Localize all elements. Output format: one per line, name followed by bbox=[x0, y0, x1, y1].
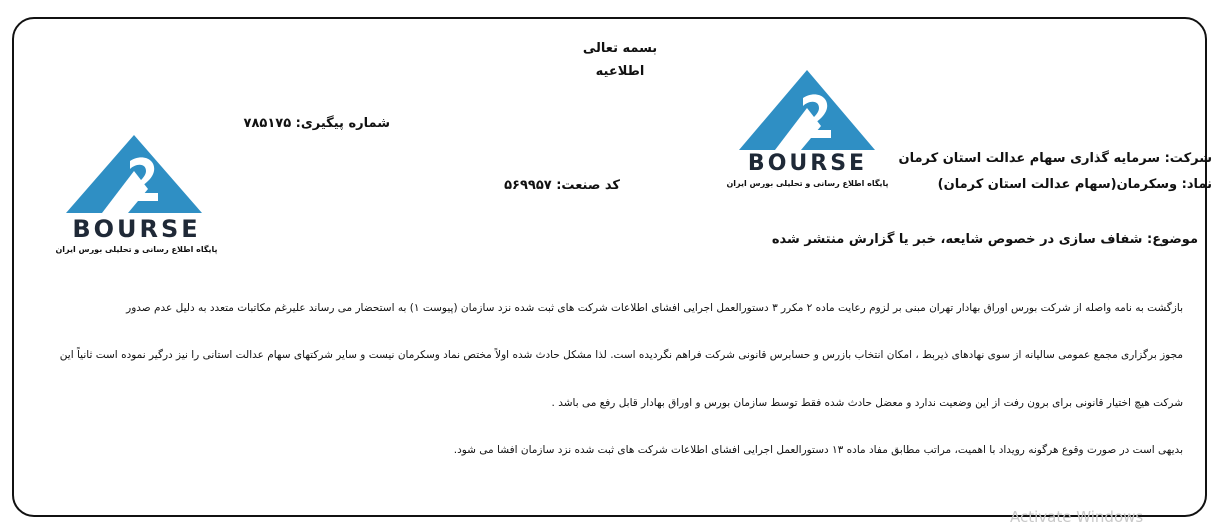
bourse-triangle-icon bbox=[705, 68, 910, 160]
bourse-logo-left bbox=[34, 133, 239, 260]
industry-code-value: ۵۶۹۹۵۷ bbox=[504, 178, 552, 193]
industry-code-label: کد صنعت: bbox=[556, 178, 620, 193]
tracking-number bbox=[240, 116, 390, 131]
bourse-logo-center bbox=[705, 68, 910, 193]
tracking-value: ۷۸۵۱۷۵ bbox=[243, 116, 292, 131]
body-line-3: شرکت هیچ اختیار قانونی برای برون رفت از این وضعیت ندارد و معضل حادث شده فقط توسط سازمان بورس و اوراق بهادار قابل رفع می باشد . bbox=[551, 397, 1183, 409]
body-line-1: بازگشت به نامه واصله از شرکت بورس اوراق بهادار تهران مبنی بر لزوم رعایت ماده ۲ مکرر ۳ دستورالعمل اجرایی افشای اطلاعات شرکت های ثبت شده نزد سازمان (پیوست ۱) به استحضار می رساند علیرغم مکاتبات متعدد به دلیل عدم صدور bbox=[126, 302, 1183, 314]
bourse-tagline: پایگاه اطلاع رسانی و تحلیلی بورس ایران bbox=[726, 179, 889, 188]
company-symbol: نماد: وسکرمان(سهام عدالت استان کرمان) bbox=[937, 177, 1212, 192]
bourse-triangle-icon bbox=[34, 133, 239, 221]
subject-line: موضوع: شفاف سازی در خصوص شایعه، خبر یا گزارش منتشر شده bbox=[771, 232, 1198, 247]
announcement-frame bbox=[12, 17, 1207, 517]
company-name: شرکت: سرمایه گذاری سهام عدالت استان کرمان bbox=[898, 151, 1212, 166]
basmala: بسمه تعالی bbox=[582, 41, 658, 56]
announcement-title: اطلاعیه bbox=[595, 64, 645, 79]
bourse-wordmark: BOURSE bbox=[72, 215, 201, 243]
industry-code bbox=[490, 178, 620, 193]
body-line-4: بدیهی است در صورت وقوع هرگونه رویداد با اهمیت، مراتب مطابق مفاد ماده ۱۳ دستورالعمل اجرایی افشای اطلاعات شرکت های ثبت شده نزد سازمان افشا می شود. bbox=[453, 444, 1183, 456]
bourse-tagline: پایگاه اطلاع رسانی و تحلیلی بورس ایران bbox=[55, 245, 218, 254]
activate-windows-watermark: Activate Windows bbox=[1010, 508, 1144, 526]
tracking-label: شماره پیگیری: bbox=[295, 116, 390, 131]
bourse-wordmark: BOURSE bbox=[747, 151, 868, 176]
body-line-2: مجوز برگزاری مجمع عمومی سالیانه از سوی نهادهای ذیربط ، امکان انتخاب بازرس و حسابرس قانونی شرکت فراهم نگردیده است. لذا مشکل حادث شده اولاً مختص نماد وسکرمان نیست و سایر شرکتهای سهام عدالت استانی را نیز درگیر نموده است ثانیاً این bbox=[59, 349, 1183, 361]
